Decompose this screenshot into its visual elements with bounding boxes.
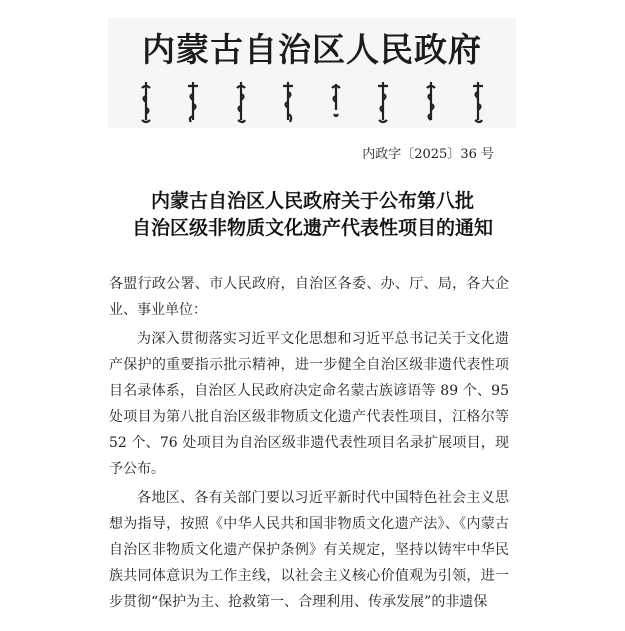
document-title — [0, 188, 625, 242]
masthead-title: 内蒙古自治区人民政府 — [142, 30, 482, 69]
mongolian-script-seal — [138, 80, 486, 124]
mongolian-script-word — [138, 80, 154, 124]
document-title-line-2: 自治区级非物质文化遗产代表性项目的通知 — [131, 217, 493, 239]
mongolian-script-word — [233, 80, 249, 124]
mongolian-script-word — [280, 80, 296, 124]
mongolian-script-word — [470, 80, 486, 124]
mongolian-script-word — [185, 80, 201, 124]
paragraph-2: 各地区、各有关部门要以习近平新时代中国特色社会主义思想为指导，按照《中华人民共和国非物质文化遗产法》、《内蒙古自治区非物质文化遗产保护条例》有关规定，坚持以铸牢中华民族共同体意识为工作主线，以社会主义核心价值观为引领，进一步贯彻“保护为主、抢救第一、合理利用、传承发展”的非遗保 — [109, 490, 509, 610]
paragraph-1: 为深入贯彻落实习近平文化思想和习近平总书记关于文化遗产保护的重要指示批示精神，进一步健全自治区级非遗代表性项目名录体系，自治区人民政府决定命名蒙古族谚语等 89 个、95 处项目为第八批自治区级非物质文化遗产代表性项目，江格尔等 52 个、76 处项目为自治区级非遗代表性项目名录扩展项目，现予公布。 — [109, 331, 509, 477]
document-title-line-1: 内蒙古自治区人民政府关于公布第八批 — [150, 190, 474, 212]
mongolian-script-word — [423, 80, 439, 124]
document-number: 内政字〔2025〕36 号 — [362, 147, 494, 162]
document-body — [109, 271, 509, 618]
salutation: 各盟行政公署、市人民政府，自治区各委、办、厅、局，各大企业、事业单位： — [109, 276, 509, 318]
masthead — [108, 18, 516, 128]
mongolian-script-word — [375, 80, 391, 124]
mongolian-script-word — [328, 80, 344, 124]
